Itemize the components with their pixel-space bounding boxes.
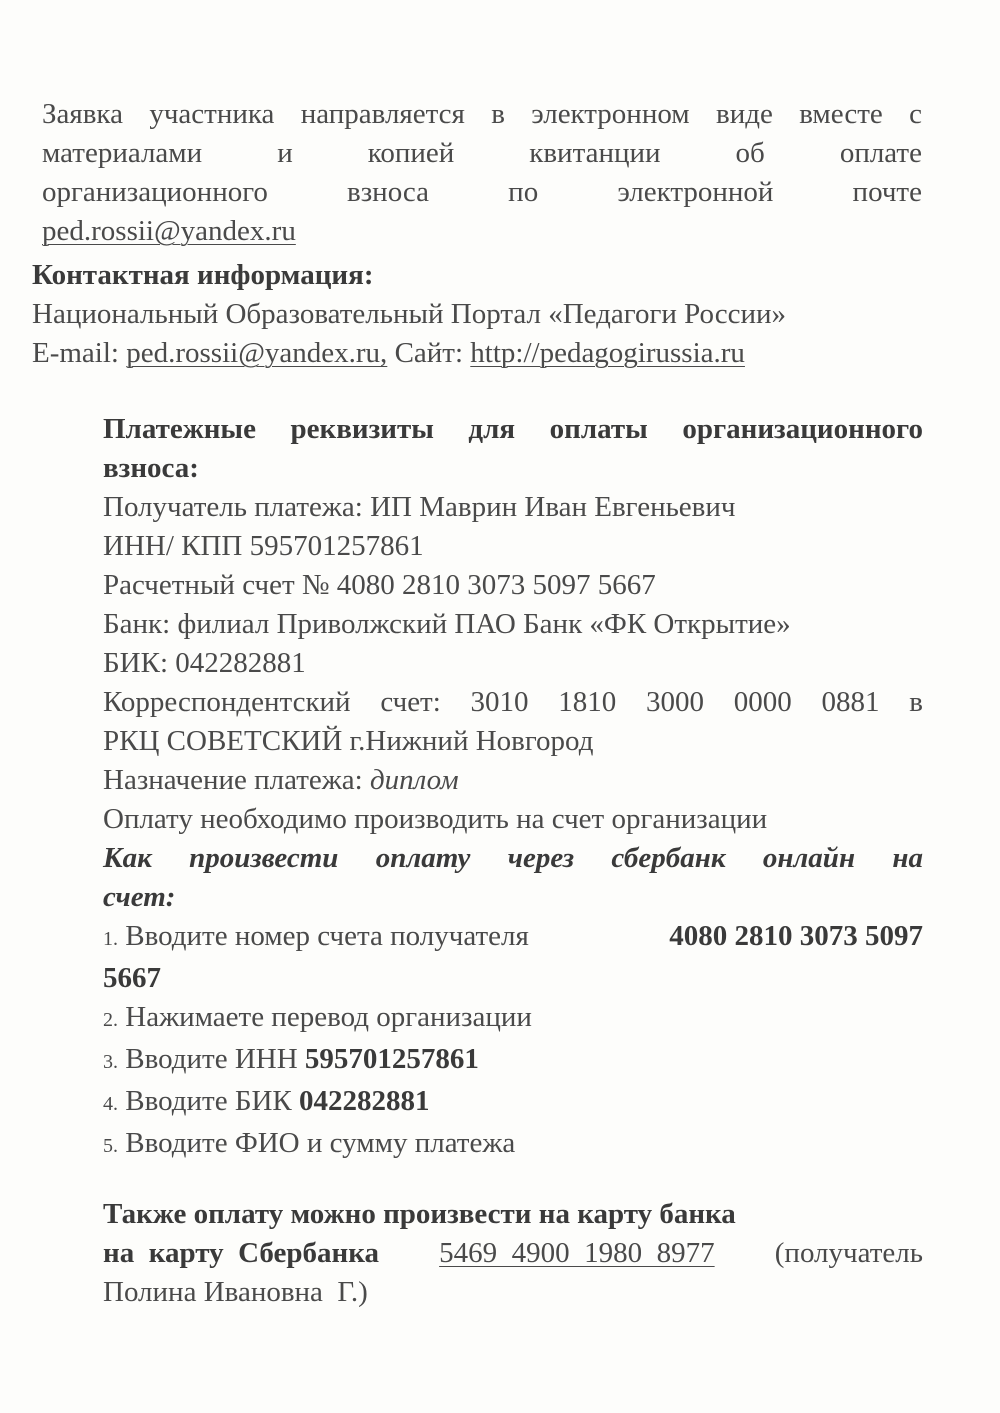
contact-site-link[interactable]: http://pedagogirussia.ru bbox=[470, 337, 745, 369]
payment-bik: БИК: 042282881 bbox=[103, 647, 306, 679]
corr-word: 0000 bbox=[733, 686, 792, 718]
corr-word: в bbox=[909, 686, 923, 718]
step-number: 3. bbox=[103, 1051, 118, 1073]
payment-bank: Банк: филиал Приволжский ПАО Банк «ФК Открытие» bbox=[103, 608, 791, 640]
contact-heading: Контактная информация: bbox=[32, 259, 374, 291]
intro-word: взноса bbox=[347, 176, 430, 208]
step-bold-value: 595701257861 bbox=[304, 1043, 479, 1075]
contact-section bbox=[32, 256, 932, 373]
card-recipient-label: (получатель bbox=[774, 1237, 923, 1269]
intro-line-2 bbox=[42, 134, 922, 173]
intro-word: квитанции bbox=[529, 137, 661, 169]
intro-email-link[interactable]: ped.rossii@yandex.ru bbox=[42, 215, 296, 247]
step-number: 1. bbox=[103, 928, 118, 950]
email-label: E-mail: bbox=[32, 337, 127, 369]
contact-links bbox=[32, 334, 932, 373]
intro-word: копией bbox=[367, 137, 455, 169]
sber-heading-word: онлайн bbox=[762, 842, 856, 874]
step-number: 4. bbox=[103, 1093, 118, 1115]
contact-email-link[interactable]: ped.rossii@yandex.ru, bbox=[126, 337, 388, 369]
corr-word: счет: bbox=[380, 686, 441, 718]
corr-word: 3000 bbox=[646, 686, 704, 718]
corr-word: Корреспондентский bbox=[103, 686, 351, 718]
sber-heading-word: оплату bbox=[375, 842, 471, 874]
purpose-label: Назначение платежа: bbox=[103, 764, 370, 796]
card-line-2 bbox=[103, 1234, 923, 1273]
corr-word: 0881 bbox=[821, 686, 880, 718]
step-number: 5. bbox=[103, 1135, 118, 1157]
intro-word: оплате bbox=[839, 137, 922, 169]
intro-line-3 bbox=[42, 173, 922, 212]
card-section bbox=[103, 1195, 923, 1312]
intro-word: и bbox=[277, 137, 293, 169]
site-label: Сайт: bbox=[387, 337, 471, 369]
sber-heading-word: через bbox=[507, 842, 575, 874]
intro-word: почте bbox=[852, 176, 922, 208]
payment-account: Расчетный счет № 4080 2810 3073 5097 5667 bbox=[103, 569, 656, 601]
payment-corr-line-2: РКЦ СОВЕТСКИЙ г.Нижний Новгород bbox=[103, 725, 594, 757]
corr-word: 1810 bbox=[558, 686, 617, 718]
payment-section bbox=[103, 410, 923, 1166]
card-line-3: Полина Ивановна Г.) bbox=[103, 1276, 368, 1308]
step-text: Вводите ИНН bbox=[118, 1043, 305, 1075]
sber-heading-word: сбербанк bbox=[611, 842, 726, 874]
intro-word: организационного bbox=[42, 176, 268, 208]
intro-word: по bbox=[508, 176, 539, 208]
sber-heading-word: на bbox=[892, 842, 923, 874]
payment-inn-kpp: ИНН/ КПП 595701257861 bbox=[103, 530, 424, 562]
payment-heading-line-1: Платежные реквизиты для оплаты организационного bbox=[103, 413, 923, 445]
card-number: 5469 4900 1980 8977 bbox=[439, 1237, 715, 1269]
step-bold-value: 042282881 bbox=[299, 1085, 430, 1117]
step-text: Вводите БИК bbox=[118, 1085, 300, 1117]
sber-heading-word: произвести bbox=[189, 842, 339, 874]
payment-recipient: Получатель платежа: ИП Маврин Иван Евгеньевич bbox=[103, 491, 736, 523]
card-line-1: Также оплату можно произвести на карту банка bbox=[103, 1198, 736, 1230]
step-5 bbox=[103, 1124, 923, 1166]
purpose-value: диплом bbox=[370, 764, 459, 796]
intro-word: материалами bbox=[42, 137, 203, 169]
intro-word: электронной bbox=[617, 176, 774, 208]
step-4 bbox=[103, 1082, 923, 1124]
corr-word: 3010 bbox=[470, 686, 529, 718]
sberbank-heading-line-2: счет: bbox=[103, 881, 176, 913]
payment-corr-line-1 bbox=[103, 683, 923, 722]
step-2 bbox=[103, 998, 923, 1040]
contact-portal: Национальный Образовательный Портал «Педагоги России» bbox=[32, 298, 787, 330]
step-1-continued: 5667 bbox=[103, 962, 161, 994]
payment-purpose bbox=[103, 761, 923, 800]
step-3 bbox=[103, 1040, 923, 1082]
intro-paragraph bbox=[42, 95, 922, 251]
step-number: 2. bbox=[103, 1009, 118, 1031]
step-bold-value: 4080 2810 3073 5097 bbox=[669, 920, 923, 952]
sber-heading-word: Как bbox=[103, 842, 152, 874]
payment-note: Оплату необходимо производить на счет организации bbox=[103, 803, 768, 835]
sberbank-heading-line-1 bbox=[103, 839, 923, 878]
payment-heading-line-2: взноса: bbox=[103, 452, 199, 484]
step-text: Нажимаете перевод организации bbox=[118, 1001, 532, 1033]
step-text: Вводите ФИО и сумму платежа bbox=[118, 1127, 516, 1159]
step-1 bbox=[103, 917, 923, 959]
step-text: Вводите номер счета получателя bbox=[118, 920, 529, 952]
card-bank-label: на карту Сбербанка bbox=[103, 1237, 379, 1269]
intro-line-1: Заявка участника направляется в электронном виде вместе с bbox=[42, 98, 922, 130]
intro-word: об bbox=[735, 137, 765, 169]
